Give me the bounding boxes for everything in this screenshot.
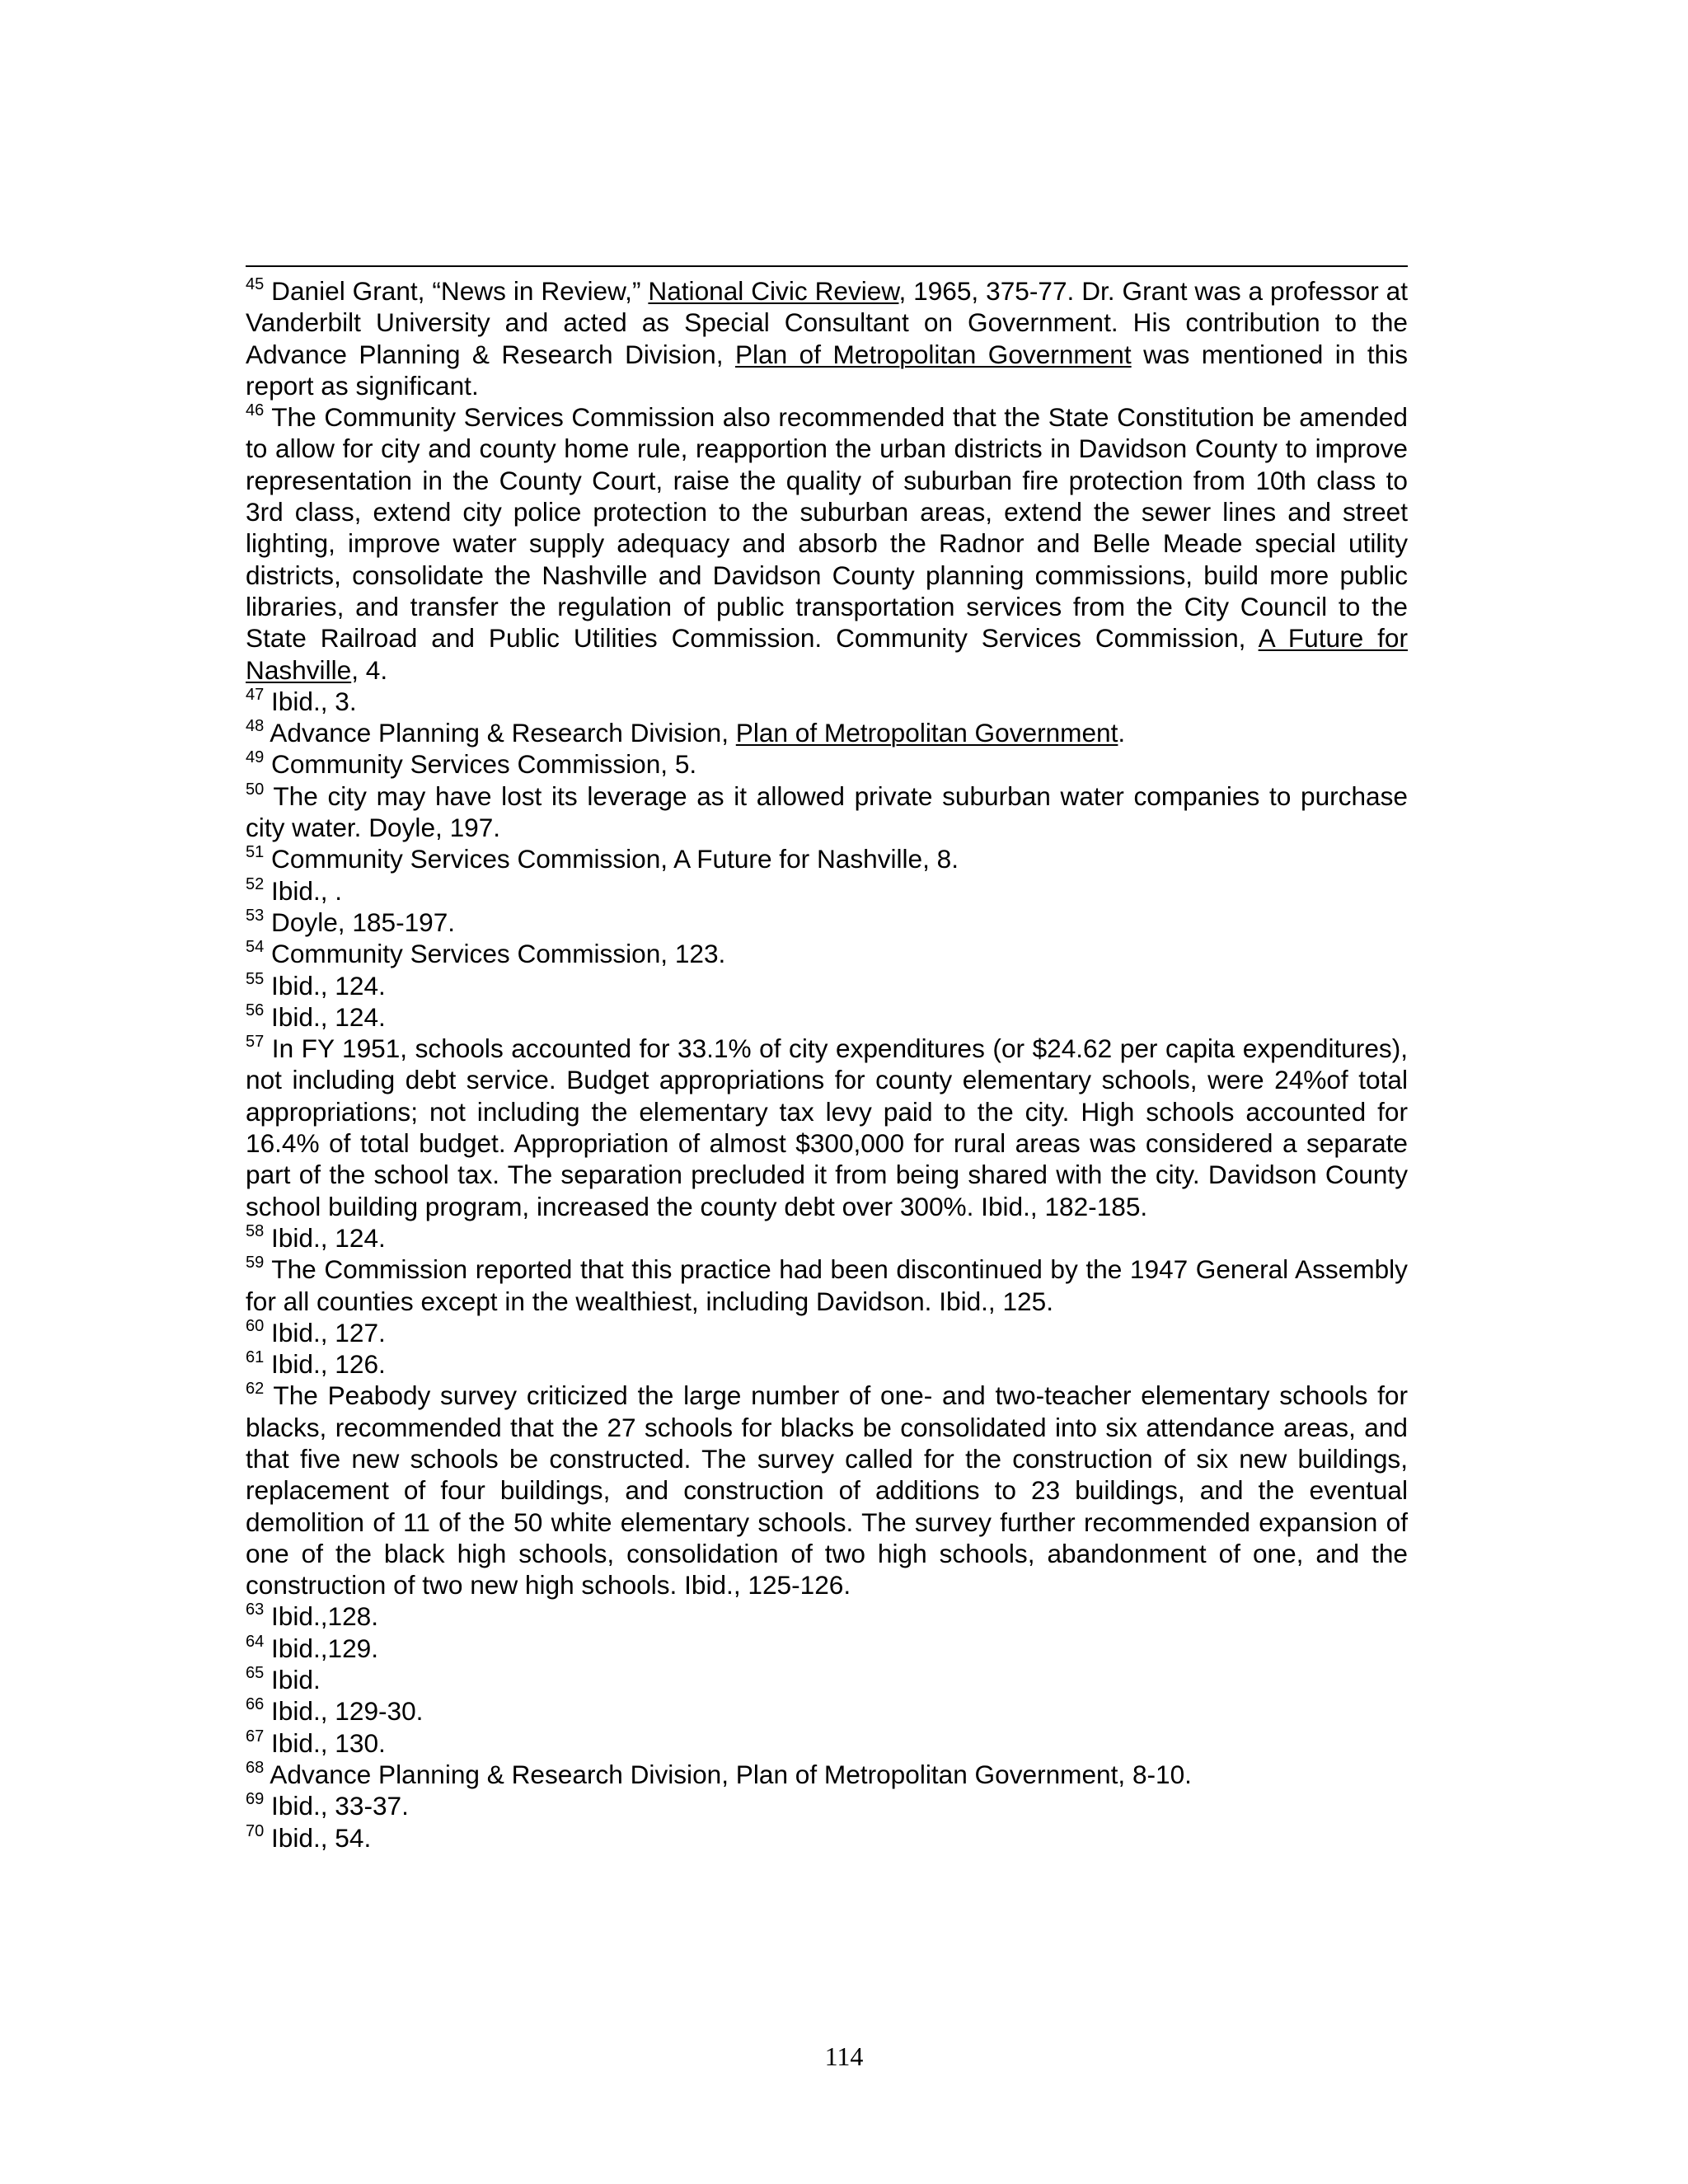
footnote-64 <box>246 1633 1408 1664</box>
footnote-57 <box>246 1033 1408 1222</box>
footnote-text: The city may have lost its leverage as it allowed private suburban water companies to purchase city water. Doyle, 197. <box>246 780 1408 843</box>
page-number: 114 <box>824 2041 864 2071</box>
footnote-number: 46 <box>246 401 265 420</box>
footnote-number: 65 <box>246 1664 265 1683</box>
footnote-number: 48 <box>246 717 265 736</box>
footnote-text: Ibid. <box>271 1665 321 1695</box>
footnote-text: Ibid., 124. <box>271 1222 386 1253</box>
footnote-text: Ibid.,129. <box>271 1633 379 1663</box>
footnote-66 <box>246 1695 1408 1727</box>
footnote-text: Ibid.,128. <box>271 1601 379 1632</box>
footnote-number: 57 <box>246 1033 265 1052</box>
footnote-number: 56 <box>246 1001 265 1019</box>
footnote-51 <box>246 843 1408 874</box>
footnote-52 <box>246 875 1408 907</box>
footnote-number: 69 <box>246 1790 265 1809</box>
footnote-55 <box>246 970 1408 1001</box>
footnote-number: 50 <box>246 780 265 799</box>
footnote-number: 54 <box>246 938 265 957</box>
footnote-text: Advance Planning & Research Division, Plan of Metropolitan Government, 8-10. <box>270 1759 1192 1789</box>
cited-title: A Future for Nashville <box>246 623 1408 685</box>
footnote-number: 62 <box>246 1380 265 1399</box>
footnote-number: 60 <box>246 1316 265 1335</box>
footnote-59 <box>246 1254 1408 1317</box>
footnote-number: 45 <box>246 275 265 293</box>
cited-title: National Civic Review <box>648 276 899 306</box>
footnote-number: 61 <box>246 1348 265 1367</box>
footnote-text: Community Services Commission, 5. <box>271 749 697 780</box>
footnote-50 <box>246 780 1408 844</box>
footnote-number: 47 <box>246 685 265 704</box>
footnote-62 <box>246 1380 1408 1601</box>
footnote-48 <box>246 717 1408 748</box>
footnote-text: Advance Planning & Research Division, <box>270 718 736 748</box>
footnote-67 <box>246 1727 1408 1759</box>
footnote-69 <box>246 1790 1408 1821</box>
footnote-text: Ibid., 127. <box>271 1317 386 1347</box>
footnote-text: , 4. <box>351 654 388 685</box>
footnote-text: The Commission reported that this practice had been discontinued by the 1947 General Assembly for all counties except in the wealthiest, including Davidson. Ibid., 125. <box>246 1254 1408 1316</box>
footnote-text: Ibid., 124. <box>271 970 386 1001</box>
footnote-number: 63 <box>246 1601 265 1619</box>
footnote-number: 55 <box>246 969 265 988</box>
footnote-text: was mentioned in this report as significant. <box>246 339 1408 401</box>
footnote-60 <box>246 1317 1408 1348</box>
footnote-47 <box>246 686 1408 717</box>
footnote-text: , 1965, 375-77. Dr. Grant was a professor at Vanderbilt University and acted as Special Consultant on Government. His contribution to the Advance Planning & Research Division, <box>246 276 1408 369</box>
footnote-number: 68 <box>246 1758 265 1777</box>
footnote-text: Doyle, 185-197. <box>271 907 456 937</box>
footnote-text: . <box>1118 718 1126 748</box>
footnote-53 <box>246 907 1408 938</box>
footnote-58 <box>246 1222 1408 1254</box>
footnote-45 <box>246 275 1408 401</box>
footnote-text: The Community Services Commission also recommended that the State Constitution be amended to allow for city and county home rule, reapportion the urban districts in Davidson County to improve representation in the County Court, raise the quality of suburban fire protection from 10th class to 3rd class, extend city police protection to the suburban areas, extend the sewer lines and street lighting, improve water supply adequacy and absorb the Radnor and Belle Meade special utility districts, consolidate the Nashville and Davidson County planning commissions, build more public libraries, and transfer the regulation of public transportation services from the City Council to the State Railroad and Public Utilities Commission. Community Services Commission, <box>246 402 1408 654</box>
footnote-49 <box>246 748 1408 780</box>
footnote-number: 64 <box>246 1632 265 1651</box>
footnote-68 <box>246 1759 1408 1790</box>
footnote-text: The Peabody survey criticized the large number of one- and two-teacher elementary schools for blacks, recommended that the 27 schools for blacks be consolidated into six attendance areas, and that five new schools be constructed. The survey called for the construction of six new buildings, replacement of four buildings, and construction of additions to 23 buildings, and the eventual demolition of 11 of the 50 white elementary schools. The survey further recommended expansion of one of the black high schools, consolidation of two high schools, abandonment of one, and the construction of two new high schools. Ibid., 125-126. <box>246 1380 1408 1601</box>
footnote-text: Ibid., 126. <box>271 1349 386 1380</box>
footnote-number: 49 <box>246 748 265 767</box>
footnote-number: 53 <box>246 906 265 925</box>
footnotes-block <box>246 275 1408 1854</box>
footnote-text: Community Services Commission, A Future for Nashville, 8. <box>271 844 959 874</box>
footnote-number: 52 <box>246 874 265 893</box>
footnote-54 <box>246 938 1408 969</box>
footnote-number: 70 <box>246 1821 265 1840</box>
footnote-text: Ibid., 33-37. <box>271 1791 409 1821</box>
footnote-70 <box>246 1822 1408 1854</box>
footnote-63 <box>246 1601 1408 1632</box>
footnote-65 <box>246 1664 1408 1695</box>
cited-title: Plan of Metropolitan Government <box>735 718 1118 748</box>
footnote-text: Ibid., 124. <box>271 1001 386 1032</box>
footnote-text: Ibid., 129-30. <box>271 1696 424 1727</box>
footnote-text: Ibid., 3. <box>271 686 357 716</box>
footnote-text: Community Services Commission, 123. <box>271 939 726 969</box>
cited-title: Plan of Metropolitan Government <box>734 339 1132 369</box>
footnote-46 <box>246 401 1408 686</box>
footnote-number: 58 <box>246 1221 265 1240</box>
footnote-56 <box>246 1001 1408 1033</box>
footnote-61 <box>246 1348 1408 1380</box>
footnote-text: Ibid., . <box>271 875 343 906</box>
footnote-number: 59 <box>246 1254 265 1272</box>
footnote-separator-rule <box>246 265 1408 267</box>
footnote-number: 51 <box>246 843 265 862</box>
footnote-number: 67 <box>246 1727 265 1746</box>
footnote-number: 66 <box>246 1695 265 1714</box>
footnote-text: In FY 1951, schools accounted for 33.1% of city expenditures (or $24.62 per capita expenditures), not including debt service. Budget appropriations for county elementary schools, were 24%of total appropriations; not including the elementary tax levy paid to the city. High schools accounted for 16.4% of total budget. Appropriation of almost $300,000 for rural areas was considered a separate part of the school tax. The separation precluded it from being shared with the city. Davidson County school building program, increased the county debt over 300%. Ibid., 182-185. <box>246 1033 1408 1221</box>
footnote-text: Daniel Grant, “News in Review,” <box>271 276 649 306</box>
footnote-text: Ibid., 130. <box>271 1727 386 1758</box>
footnote-text: Ibid., 54. <box>271 1822 372 1853</box>
